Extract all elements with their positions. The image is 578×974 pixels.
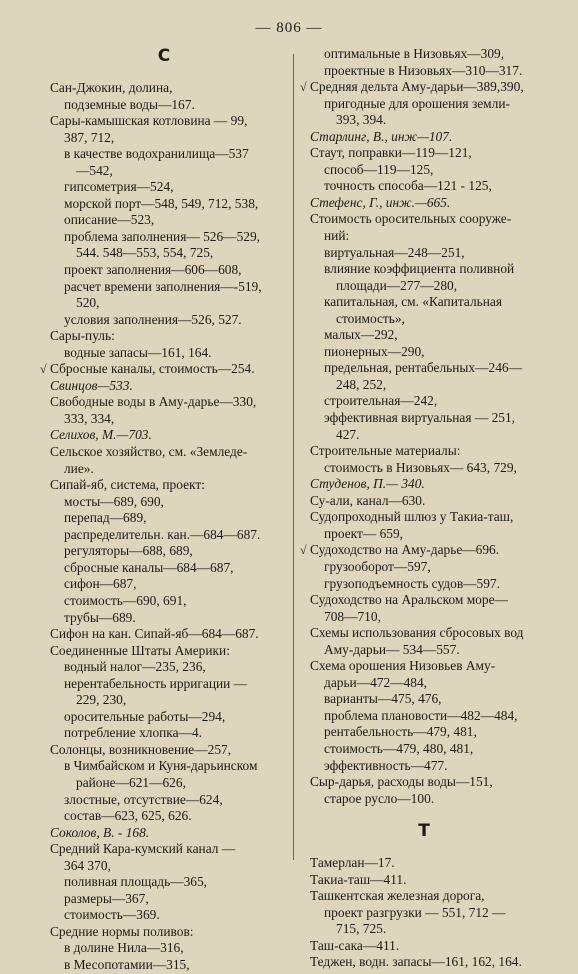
index-subentry <box>46 461 282 478</box>
index-entry <box>46 477 282 494</box>
index-subentry <box>306 460 542 477</box>
entry-text: Схемы использования сбросовых вод <box>310 625 524 641</box>
entry-text: проектные в Низовьях—310—317. <box>324 62 523 78</box>
index-subentry <box>46 279 282 296</box>
index-subentry <box>46 808 282 825</box>
entry-text: варианты—475, 476, <box>324 691 442 707</box>
entry-text: Сыр-дарья, расходы воды—151, <box>310 774 493 790</box>
entry-text: С <box>157 46 171 66</box>
index-subentry <box>46 576 282 593</box>
index-subentry <box>306 741 542 758</box>
entry-text: водный налог—235, 236, <box>64 659 206 675</box>
entry-text: Судоходство на Аму-дарье—696. <box>310 542 500 558</box>
entry-text: нерентабельность ирригации — <box>64 675 248 691</box>
entry-text: Сары-пуль: <box>50 328 115 344</box>
entry-text: старое русло—100. <box>324 790 435 806</box>
index-subentry <box>306 96 542 113</box>
entry-text: Судопроходный шлюз у Такиа-таш, <box>310 509 514 525</box>
entry-text: Сан-Джокин, долина, <box>50 80 173 95</box>
index-subentry <box>306 410 542 427</box>
index-entry <box>40 361 282 378</box>
entry-text: виртуальная—248—251, <box>324 244 465 260</box>
index-entry <box>46 378 282 395</box>
entry-text: Средняя дельта Аму-дарьи—389,390, <box>310 79 524 95</box>
index-entry <box>46 427 282 444</box>
entry-text: Солонцы, возникновение—257, <box>50 741 232 757</box>
index-subentry <box>46 676 282 693</box>
entry-text: сбросные каналы—684—687, <box>64 559 234 575</box>
index-subentry <box>46 146 282 163</box>
entry-text: Аму-дарьи— 534—557. <box>324 641 460 657</box>
entry-text: описание—523, <box>64 212 155 228</box>
index-subentry <box>306 63 542 80</box>
index-subentry <box>306 278 542 295</box>
index-subentry <box>46 758 282 775</box>
index-entry <box>306 938 542 955</box>
index-subentry <box>306 526 542 543</box>
entry-text: проект разгрузки — 551, 712 — <box>324 904 506 920</box>
entry-text: малых—292, <box>324 327 398 343</box>
index-subentry <box>306 294 542 311</box>
index-entry <box>46 626 282 643</box>
index-subentry <box>46 212 282 229</box>
index-subentry <box>306 245 542 262</box>
index-subentry <box>46 196 282 213</box>
check-mark-icon: √ <box>40 362 47 377</box>
section-letter <box>46 44 282 68</box>
index-entry <box>306 476 542 493</box>
index-subentry <box>306 228 542 245</box>
index-subentry <box>306 311 542 328</box>
entry-text: дарьи—472—484, <box>324 674 428 690</box>
section-gap <box>306 807 542 819</box>
index-subentry <box>46 957 282 974</box>
index-subentry <box>46 610 282 627</box>
index-subentry <box>306 758 542 775</box>
entry-text: в Месопотамии—315, <box>64 956 190 972</box>
index-subentry <box>306 261 542 278</box>
index-entry <box>306 211 542 228</box>
entry-text: злостные, отсутствие—624, <box>64 791 223 807</box>
entry-text: расчет времени заполнения—-519, <box>64 278 262 294</box>
index-subentry <box>306 905 542 922</box>
entry-text: Селихов, М.—703. <box>50 427 152 443</box>
index-subentry <box>306 921 542 938</box>
entry-text: Такиа-таш—411. <box>310 871 407 887</box>
entry-text: рентабельность—479, 481, <box>324 724 477 740</box>
index-subentry <box>306 344 542 361</box>
index-entry <box>306 129 542 146</box>
entry-text: Соединенные Штаты Америки: <box>50 642 230 658</box>
index-subentry <box>306 642 542 659</box>
index-subentry <box>46 858 282 875</box>
index-entry <box>46 80 282 97</box>
entry-text: Соколов, В. - 168. <box>50 824 150 840</box>
entry-text: Таш-сака—411. <box>310 937 400 953</box>
index-subentry <box>46 543 282 560</box>
index-subentry <box>46 245 282 262</box>
entry-text: лие». <box>64 460 94 476</box>
index-entry <box>300 79 542 96</box>
entry-text: оптимальные в Низовьях—309, <box>324 46 505 61</box>
index-subentry <box>306 393 542 410</box>
entry-text: Стоимость оросительных сооруже- <box>310 211 512 227</box>
entry-text: Ташкентская железная дорога, <box>310 888 485 904</box>
entry-text: Схема орошения Низовьев Аму- <box>310 658 496 674</box>
index-entry <box>306 493 542 510</box>
index-subentry <box>306 46 542 63</box>
index-subentry <box>306 360 542 377</box>
entry-text: в Чимбайском и Куня-дарьинском <box>64 758 258 774</box>
entry-text: капитальная, см. «Капитальная <box>324 294 503 310</box>
entry-text: сифон—687, <box>64 576 137 592</box>
entry-text: Судоходство на Аральском море— <box>310 592 508 608</box>
entry-text: Свинцов—533. <box>50 377 133 393</box>
index-subentry <box>46 312 282 329</box>
index-entry <box>300 542 542 559</box>
index-subentry <box>46 262 282 279</box>
entry-text: стоимость в Низовьях— 643, 729, <box>324 459 517 475</box>
entry-text: морской порт—548, 549, 712, 538, <box>64 195 259 211</box>
index-subentry <box>306 576 542 593</box>
index-subentry <box>306 162 542 179</box>
entry-text: 427. <box>336 426 360 442</box>
entry-text: Средний Кара-кумский канал — <box>50 841 236 857</box>
entry-text: 229, 230, <box>76 692 127 708</box>
entry-text: Сифон на кан. Сипай-яб—684—687. <box>50 626 259 642</box>
entry-text: Т <box>418 821 430 842</box>
entry-text: трубы—689. <box>64 609 136 625</box>
index-entry <box>46 328 282 345</box>
index-subentry <box>306 327 542 344</box>
index-subentry <box>46 874 282 891</box>
entry-text: грузоподъемность судов—597. <box>324 575 500 591</box>
index-subentry <box>306 675 542 692</box>
index-column-right <box>300 46 542 971</box>
entry-text: 333, 334, <box>64 410 115 426</box>
entry-text: точность способа—121 - 125, <box>324 178 492 194</box>
index-subentry <box>46 709 282 726</box>
index-subentry <box>306 112 542 129</box>
section-gap <box>306 843 542 855</box>
check-mark-icon: √ <box>300 80 307 95</box>
entry-text: Сельское хозяйство, см. «Земледе- <box>50 444 248 460</box>
entry-text: Свободные воды в Аму-дарье—330, <box>50 394 257 410</box>
index-entry <box>46 444 282 461</box>
entry-text: потребление хлопка—4. <box>64 725 202 741</box>
entry-text: Сипай-яб, система, проект: <box>50 477 205 493</box>
entry-text: 708—710, <box>324 608 381 624</box>
index-entry <box>46 825 282 842</box>
entry-text: Теджен, водн. запасы—161, 162, 164. <box>310 954 522 970</box>
entry-text: Сары-камышская котловина — 99, <box>50 113 248 129</box>
entry-text: стоимость», <box>336 310 405 326</box>
entry-text: размеры—367, <box>64 890 149 906</box>
index-subentry <box>306 691 542 708</box>
entry-text: 520, <box>76 295 100 311</box>
section-gap <box>46 68 282 80</box>
entry-text: площади—277—280, <box>336 277 458 293</box>
entry-text: поливная площадь—365, <box>64 874 208 890</box>
entry-text: перепад—689, <box>64 510 147 526</box>
index-entry <box>46 113 282 130</box>
index-subentry <box>46 692 282 709</box>
index-subentry <box>306 377 542 394</box>
index-column-left <box>40 44 282 974</box>
index-subentry <box>46 891 282 908</box>
index-subentry <box>306 427 542 444</box>
entry-text: стоимость—369. <box>64 907 160 923</box>
entry-text: Старлинг, В., инж—107. <box>310 128 453 144</box>
entry-text: предельная, рентабельных—246— <box>324 360 522 376</box>
entry-text: распределительн. кан.—684—687. <box>64 526 261 542</box>
index-subentry <box>46 560 282 577</box>
entry-text: стоимость—479, 480, 481, <box>324 740 474 756</box>
section-letter <box>306 819 542 843</box>
index-entry <box>306 509 542 526</box>
entry-text: оросительные работы—294, <box>64 708 226 724</box>
index-entry <box>306 443 542 460</box>
entry-text: гипсометрия—524, <box>64 179 174 195</box>
index-entry <box>306 195 542 212</box>
index-entry <box>306 625 542 642</box>
entry-text: регуляторы—688, 689, <box>64 543 193 559</box>
entry-text: мосты—689, 690, <box>64 493 164 509</box>
entry-text: 387, 712, <box>64 129 115 145</box>
entry-text: районе—621—626, <box>76 774 186 790</box>
index-subentry <box>46 527 282 544</box>
entry-text: грузооборот—597, <box>324 558 431 574</box>
entry-text: 248, 252, <box>336 376 387 392</box>
index-entry <box>306 855 542 872</box>
index-subentry <box>46 411 282 428</box>
index-subentry <box>46 163 282 180</box>
index-entry <box>46 841 282 858</box>
entry-text: пионерных—290, <box>324 343 425 359</box>
entry-text: условия заполнения—526, 527. <box>64 311 242 327</box>
index-entry <box>306 888 542 905</box>
index-subentry <box>46 725 282 742</box>
index-entry <box>306 774 542 791</box>
index-subentry <box>46 659 282 676</box>
index-subentry <box>306 178 542 195</box>
entry-text: проект— 659, <box>324 525 404 541</box>
entry-text: —542, <box>76 162 113 178</box>
entry-text: строительная—242, <box>324 393 438 409</box>
index-entry <box>46 643 282 660</box>
entry-text: водные запасы—161, 164. <box>64 344 212 360</box>
entry-text: влияние коэффициента поливной <box>324 261 515 277</box>
index-entry <box>46 742 282 759</box>
page-number: — 806 — <box>255 20 323 36</box>
entry-text: 715, 725. <box>336 921 387 937</box>
index-subentry <box>306 708 542 725</box>
entry-text: Строительные материалы: <box>310 443 461 459</box>
entry-text: 544. 548—553, 554, 725, <box>76 245 214 261</box>
entry-text: проблема заполнения— 526—529, <box>64 228 261 244</box>
entry-text: Сбросные каналы, стоимость—254. <box>50 361 255 377</box>
index-subentry <box>46 792 282 809</box>
entry-text: Стефенс, Г., инж.—665. <box>310 194 451 210</box>
index-subentry <box>46 345 282 362</box>
index-subentry <box>46 775 282 792</box>
check-mark-icon: √ <box>300 543 307 558</box>
index-subentry <box>46 179 282 196</box>
index-subentry <box>46 940 282 957</box>
entry-text: проблема плановости—482—484, <box>324 707 518 723</box>
entry-text: 393, 394. <box>336 112 387 128</box>
index-subentry <box>306 609 542 626</box>
column-divider <box>293 54 294 860</box>
index-subentry <box>46 510 282 527</box>
entry-text: Средние нормы поливов: <box>50 923 194 939</box>
index-subentry <box>306 791 542 808</box>
entry-text: ний: <box>324 228 350 244</box>
entry-text: проект заполнения—606—608, <box>64 262 242 278</box>
entry-text: эффективность—477. <box>324 757 448 773</box>
entry-text: Студенов, П.— 340. <box>310 476 425 492</box>
entry-text: Тамерлан—17. <box>310 855 395 871</box>
entry-text: эффективная виртуальная — 251, <box>324 410 516 426</box>
index-subentry <box>306 724 542 741</box>
index-entry <box>306 145 542 162</box>
index-entry <box>306 592 542 609</box>
entry-text: 364 370, <box>64 857 111 873</box>
index-subentry <box>46 229 282 246</box>
index-subentry <box>46 593 282 610</box>
index-subentry <box>46 295 282 312</box>
index-subentry <box>46 97 282 114</box>
entry-text: способ—119—125, <box>324 161 434 177</box>
entry-text: подземные воды—167. <box>64 96 195 112</box>
index-entry <box>46 924 282 941</box>
index-subentry <box>46 130 282 147</box>
entry-text: в качестве водохранилища—537 <box>64 146 249 162</box>
index-subentry <box>46 494 282 511</box>
entry-text: в долине Нила—316, <box>64 940 184 956</box>
index-entry <box>306 658 542 675</box>
entry-text: стоимость—690, 691, <box>64 592 187 608</box>
index-entry <box>306 872 542 889</box>
index-entry <box>306 954 542 971</box>
entry-text: Стаут, поправки—119—121, <box>310 145 472 161</box>
entry-text: пригодные для орошения земли- <box>324 95 510 111</box>
index-subentry <box>306 559 542 576</box>
entry-text: состав—623, 625, 626. <box>64 808 192 824</box>
index-entry <box>46 394 282 411</box>
entry-text: Су-али, канал—630. <box>310 492 426 508</box>
index-subentry <box>46 907 282 924</box>
